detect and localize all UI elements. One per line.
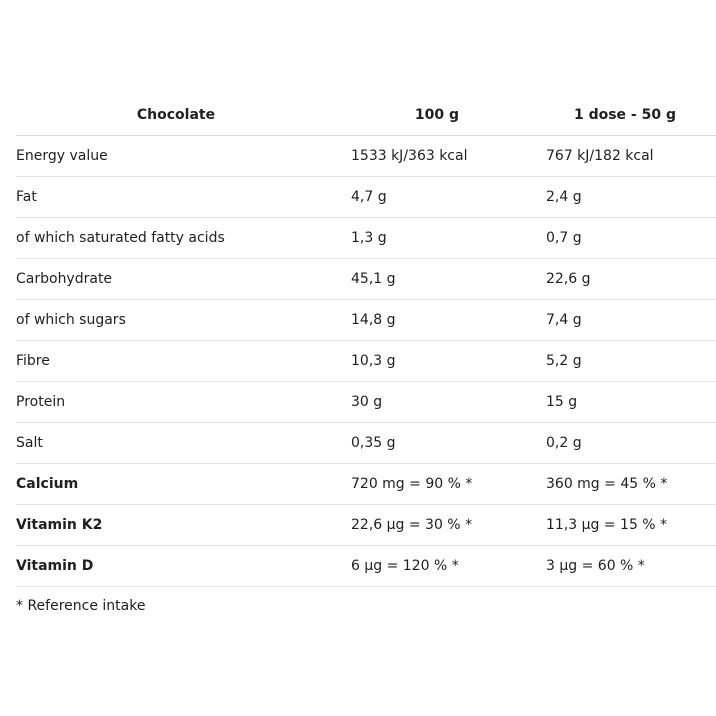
value-per-100g: 1,3 g: [351, 230, 387, 246]
nutrient-label: Calcium: [16, 476, 79, 492]
value-per-dose: 767 kJ/182 kcal: [546, 148, 654, 164]
nutrient-label: of which sugars: [16, 312, 126, 328]
value-per-100g: 4,7 g: [351, 189, 387, 205]
table-row: [16, 464, 716, 505]
value-per-100g: 14,8 g: [351, 312, 396, 328]
value-per-dose: 7,4 g: [546, 312, 582, 328]
nutrition-table: [16, 94, 716, 587]
table-header: [16, 94, 716, 136]
table-row: [16, 423, 716, 464]
value-per-dose: 0,7 g: [546, 230, 582, 246]
table-body: [16, 136, 716, 587]
value-per-100g: 22,6 µg = 30 % *: [351, 517, 473, 533]
table-row: [16, 341, 716, 382]
value-per-100g: 10,3 g: [351, 353, 396, 369]
value-per-dose: 22,6 g: [546, 271, 591, 287]
table-row: [16, 177, 716, 218]
nutrient-label: Energy value: [16, 148, 108, 164]
value-per-dose: 0,2 g: [546, 435, 582, 451]
table-row: [16, 300, 716, 341]
value-per-dose: 3 µg = 60 % *: [546, 558, 645, 574]
value-per-100g: 45,1 g: [351, 271, 396, 287]
value-per-100g: 30 g: [351, 394, 383, 410]
value-per-dose: 360 mg = 45 % *: [546, 476, 668, 492]
header-product: Chocolate: [136, 106, 216, 123]
header-per-dose: 1 dose - 50 g: [573, 106, 676, 123]
table-row: [16, 546, 716, 587]
value-per-dose: 2,4 g: [546, 189, 582, 205]
table-row: [16, 136, 716, 177]
table-row: [16, 382, 716, 423]
value-per-100g: 1533 kJ/363 kcal: [351, 148, 468, 164]
value-per-100g: 6 µg = 120 % *: [351, 558, 459, 574]
value-per-dose: 11,3 µg = 15 % *: [546, 517, 668, 533]
nutrient-label: Fat: [16, 189, 37, 205]
nutrient-label: Carbohydrate: [16, 271, 113, 287]
nutrient-label: Protein: [16, 394, 66, 410]
value-per-100g: 720 mg = 90 % *: [351, 476, 473, 492]
nutrient-label: Vitamin K2: [16, 517, 103, 533]
table-row: [16, 505, 716, 546]
value-per-100g: 0,35 g: [351, 435, 396, 451]
value-per-dose: 5,2 g: [546, 353, 582, 369]
nutrient-label: Vitamin D: [16, 558, 94, 574]
table-row: [16, 259, 716, 300]
nutrient-label: of which saturated fatty acids: [16, 230, 225, 246]
value-per-dose: 15 g: [546, 394, 578, 410]
header-per-100g: 100 g: [414, 106, 459, 123]
table-row: [16, 218, 716, 259]
nutrient-label: Fibre: [16, 353, 50, 369]
reference-intake-footnote: * Reference intake: [16, 598, 146, 614]
nutrient-label: Salt: [16, 435, 43, 451]
